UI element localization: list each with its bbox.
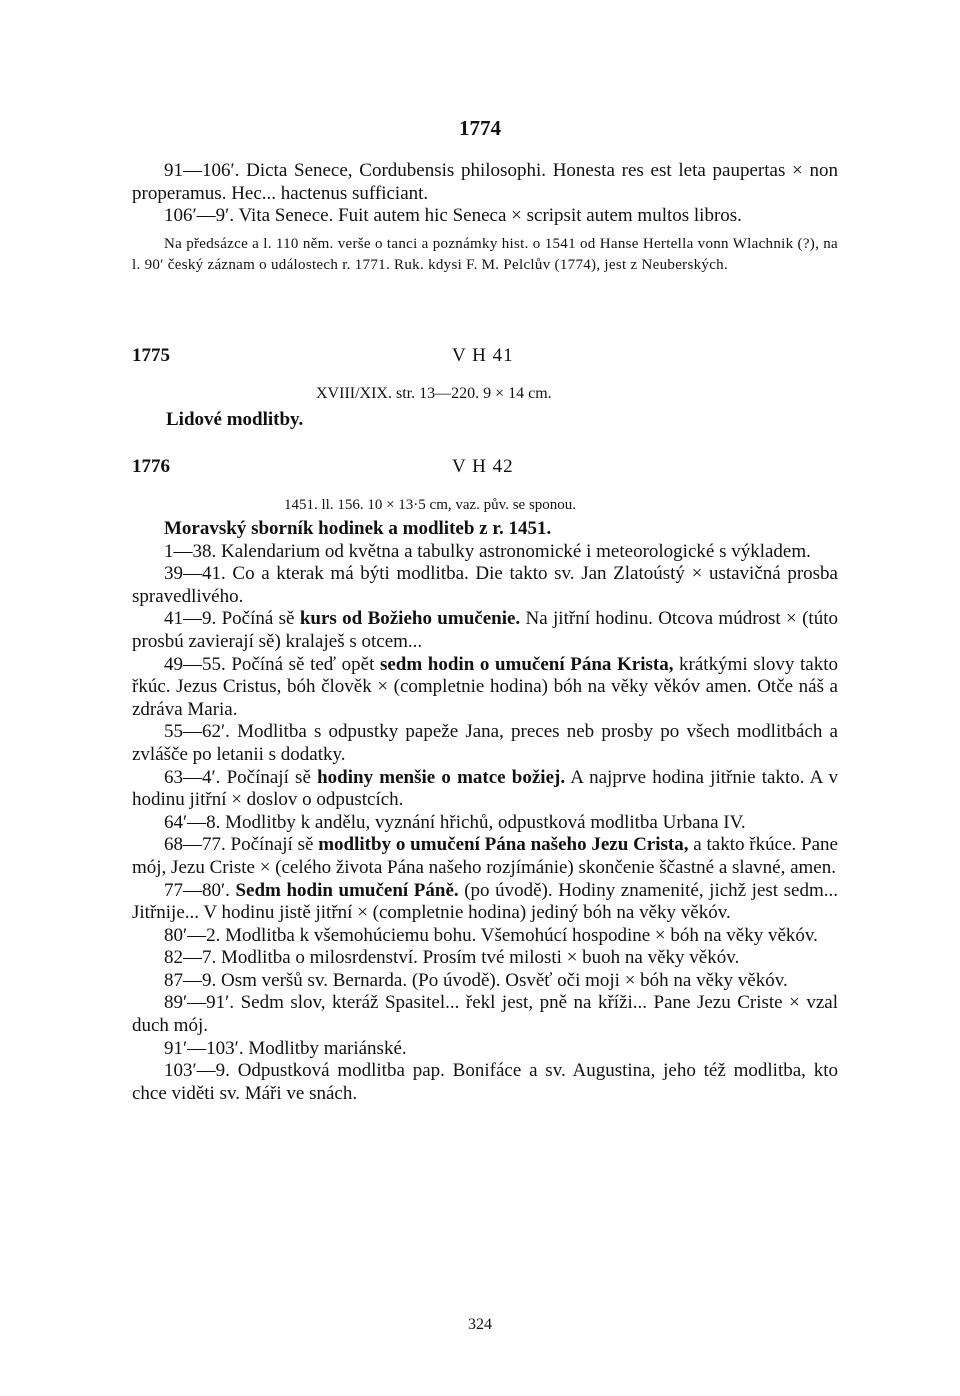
para-8-rest: a takto řkúce. Pane mój, Jezu Criste × (celého života Pána našeho rozjímánie) skončenie ščastné a slavné, amen. bbox=[132, 834, 838, 878]
page-number: 324 bbox=[468, 1316, 492, 1333]
entry-1776-para-14: 91′—103′. Modlitby mariánské. bbox=[164, 1037, 407, 1059]
entry-1775-description: XVIII/XIX. str. 13—220. 9 × 14 cm. bbox=[316, 385, 552, 402]
entry-1775-title: Lidové modlitby. bbox=[166, 409, 304, 430]
entry-1776-para-12: 87—9. Osm veršů sv. Bernarda. (Po úvodě). Osvěť oči moji × bóh na věky věkóv. bbox=[164, 969, 788, 991]
entry-1774-para-2: 106′—9′. Vita Senece. Fuit autem hic Seneca × scripsit autem multos libros. bbox=[164, 205, 742, 227]
entry-1776-para-5: 55—62′. Modlitba s odpustky papeže Jana, preces neb prosby po všech modlitbách a zvlášče po letanii s dodatky. bbox=[132, 721, 838, 765]
entry-1776-para-4 bbox=[132, 654, 838, 722]
para-4-bold: sedm hodin o umučení Pána Krista, bbox=[379, 653, 674, 675]
page-header: 1774 bbox=[459, 116, 501, 140]
entry-1774 bbox=[132, 160, 838, 275]
para-8-bold: modlitby o umučení Pána našeho Jezu Crista, bbox=[318, 834, 689, 856]
entry-1776-para-13: 89′—91′. Sedm slov, kteráž Spasitel... řekl jest, pně na kříži... Pane Jezu Criste × vzal duch mój. bbox=[132, 992, 838, 1037]
entry-1775-signature: V H 41 bbox=[452, 345, 514, 366]
para-6-lead: 63—4′. Počínají sě bbox=[164, 766, 318, 788]
entry-1776-para-11: 82—7. Modlitba o milosrdenství. Prosím tvé milosti × buoh na věky věkóv. bbox=[164, 947, 740, 969]
entry-1775-number: 1775 bbox=[132, 345, 170, 366]
entry-1776-para-8 bbox=[132, 834, 838, 879]
para-4-lead: 49—55. Počíná sě teď opět bbox=[164, 653, 380, 675]
para-3-rest: Na jitřní hodinu. Otcova múdrost × (túto prosbú zavierají sě) kralaješ s otcem... bbox=[132, 608, 838, 652]
para-9-lead: 77—80′. bbox=[164, 879, 236, 901]
entry-1774-note: Na předsázce a l. 110 něm. verše o tanci a poznámky hist. o 1541 od Hanse Hertella vonn Wlachnik (?), na l. 90′ český záznam o událostech r. 1771. Ruk. kdysi F. M. Pelclův (1774), jest z Neuberských. bbox=[132, 235, 838, 273]
entry-1776-signature: V H 42 bbox=[452, 456, 514, 477]
entry-1776-para-15: 103′—9. Odpustková modlitba pap. Bonifáce a sv. Augustina, jeho též modlitba, kto chce viděti sv. Máři ve snách. bbox=[132, 1060, 838, 1104]
entry-1776-para-9 bbox=[132, 880, 838, 925]
entry-1776-body bbox=[132, 518, 838, 1105]
entry-1776-para-1: 1—38. Kalendarium od května a tabulky astronomické i meteorologické s výkladem. bbox=[164, 540, 811, 562]
para-8-lead: 68—77. Počínají sě bbox=[164, 834, 319, 856]
entry-1774-para-1: 91—106′. Dicta Senece, Cordubensis philosophi. Honesta res est leta paupertas × non properamus. Hec... hactenus sufficiant. bbox=[132, 160, 838, 204]
para-4-rest: krátkými slovy takto řkúc. Jezus Cristus, bóh člověk × (completnie hodina) bóh na věky věkóv amen. Otče náš a zdráva Maria. bbox=[132, 653, 838, 720]
para-3-bold: kurs od Božieho umučenie. bbox=[299, 608, 521, 630]
para-9-bold: Sedm hodin umučení Páně. bbox=[235, 879, 459, 901]
entry-1776-para-10: 80′—2. Modlitba k všemohúciemu bohu. Všemohúcí hospodine × bóh na věky věkóv. bbox=[164, 924, 818, 946]
entry-1776-description: 1451. ll. 156. 10 × 13·5 cm, vaz. pův. se sponou. bbox=[284, 497, 577, 513]
entry-1776-para-7: 64′—8. Modlitby k andělu, vyznání hřichů, odpustková modlitba Urbana IV. bbox=[164, 811, 746, 833]
entry-1776-para-3 bbox=[132, 608, 838, 653]
para-3-lead: 41—9. Počíná sě bbox=[164, 608, 300, 630]
entry-1776-title: Moravský sborník hodinek a modliteb z r. 1451. bbox=[164, 518, 552, 539]
entry-1776-para-2: 39—41. Co a kterak má býti modlitba. Die takto sv. Jan Zlatoústý × ustavičná prosba spravedlivého. bbox=[132, 563, 838, 607]
para-6-rest: A najprve hodina jitřnie takto. A v hodinu jitřní × doslov o odpustcích. bbox=[132, 766, 838, 811]
entry-1776-number: 1776 bbox=[132, 456, 170, 477]
entry-1776-para-6 bbox=[132, 767, 838, 812]
para-6-bold: hodiny menšie o matce božiej. bbox=[317, 766, 566, 788]
para-9-rest: (po úvodě). Hodiny znamenité, jichž jest sedm... Jitřnije... V hodinu jistě jitřní × (completnie hodina) jediný bóh na věky věkóv. bbox=[132, 879, 838, 924]
